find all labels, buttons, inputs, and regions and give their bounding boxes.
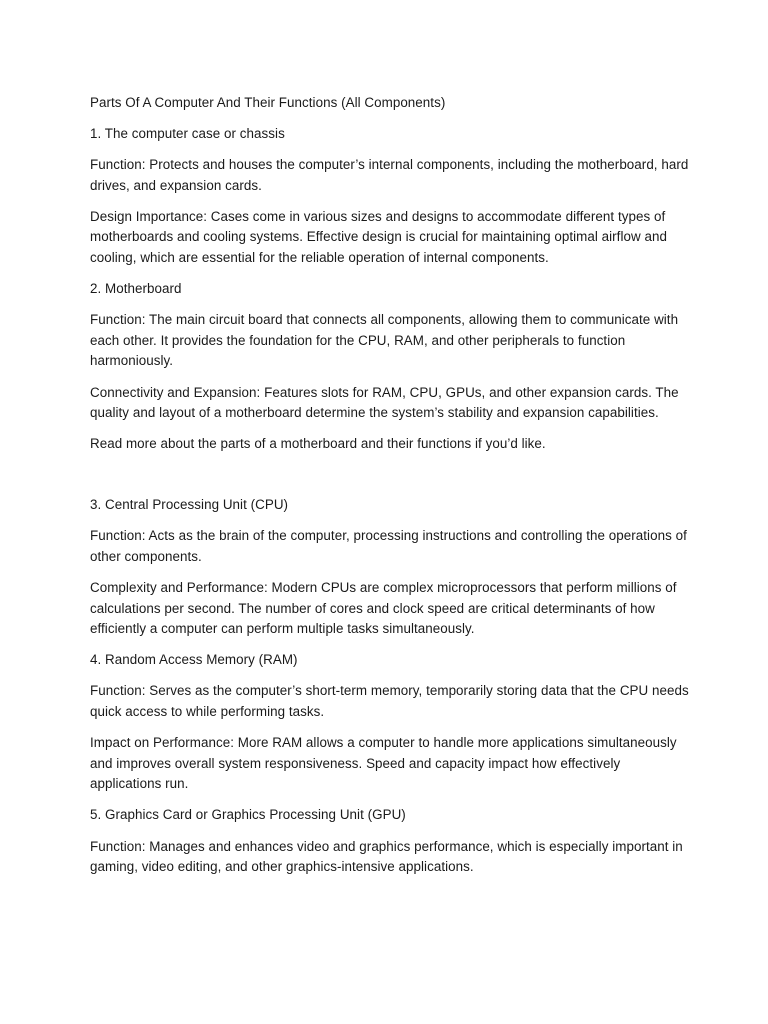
document-page [90,93,690,888]
case-design-paragraph: Design Importance: Cases come in various sizes and designs to accommodate different types of motherboards and cooling systems. Effective design is crucial for maintaining optimal airflow and cooling, which are essential for the reliable operation of internal components. [90,208,667,266]
blank-line [90,465,690,495]
section-heading-gpu: 5. Graphics Card or Graphics Processing Unit (GPU) [90,807,406,823]
cpu-complexity-paragraph: Complexity and Performance: Modern CPUs are complex microprocessors that perform millions of calculations per second. The number of cores and clock speed are critical determinants of how efficiently a computer can perform multiple tasks simultaneously. [90,580,677,637]
motherboard-read-more-paragraph: Read more about the parts of a motherboard and their functions if you’d like. [90,436,546,452]
cpu-function-paragraph: Function: Acts as the brain of the computer, processing instructions and controlling the operations of other components. [90,528,687,564]
ram-function-paragraph: Function: Serves as the computer’s short-term memory, temporarily storing data that the CPU needs quick access to while performing tasks. [90,683,689,720]
case-function-paragraph: Function: Protects and houses the computer’s internal components, including the motherboard, hard drives, and expansion cards. [90,157,689,193]
section-heading-cpu: 3. Central Processing Unit (CPU) [90,497,289,513]
section-heading-ram: 4. Random Access Memory (RAM) [90,652,298,668]
ram-impact-paragraph: Impact on Performance: More RAM allows a computer to handle more applications simultaneously and improves overall system responsiveness. Speed and capacity impact how effectively applications run. [90,735,677,792]
gpu-function-paragraph: Function: Manages and enhances video and graphics performance, which is especially important in gaming, video editing, and other graphics-intensive applications. [90,838,683,875]
document-title: Parts Of A Computer And Their Functions (All Components) [90,95,446,110]
section-heading-case: 1. The computer case or chassis [90,126,285,142]
motherboard-connectivity-paragraph: Connectivity and Expansion: Features slots for RAM, CPU, GPUs, and other expansion cards. The quality and layout of a motherboard determine the system’s stability and expansion capabilities. [90,384,679,421]
section-heading-motherboard: 2. Motherboard [90,281,182,297]
motherboard-function-paragraph: Function: The main circuit board that connects all components, allowing them to communicate with each other. It provides the foundation for the CPU, RAM, and other peripherals to function harmoniously. [90,312,679,369]
